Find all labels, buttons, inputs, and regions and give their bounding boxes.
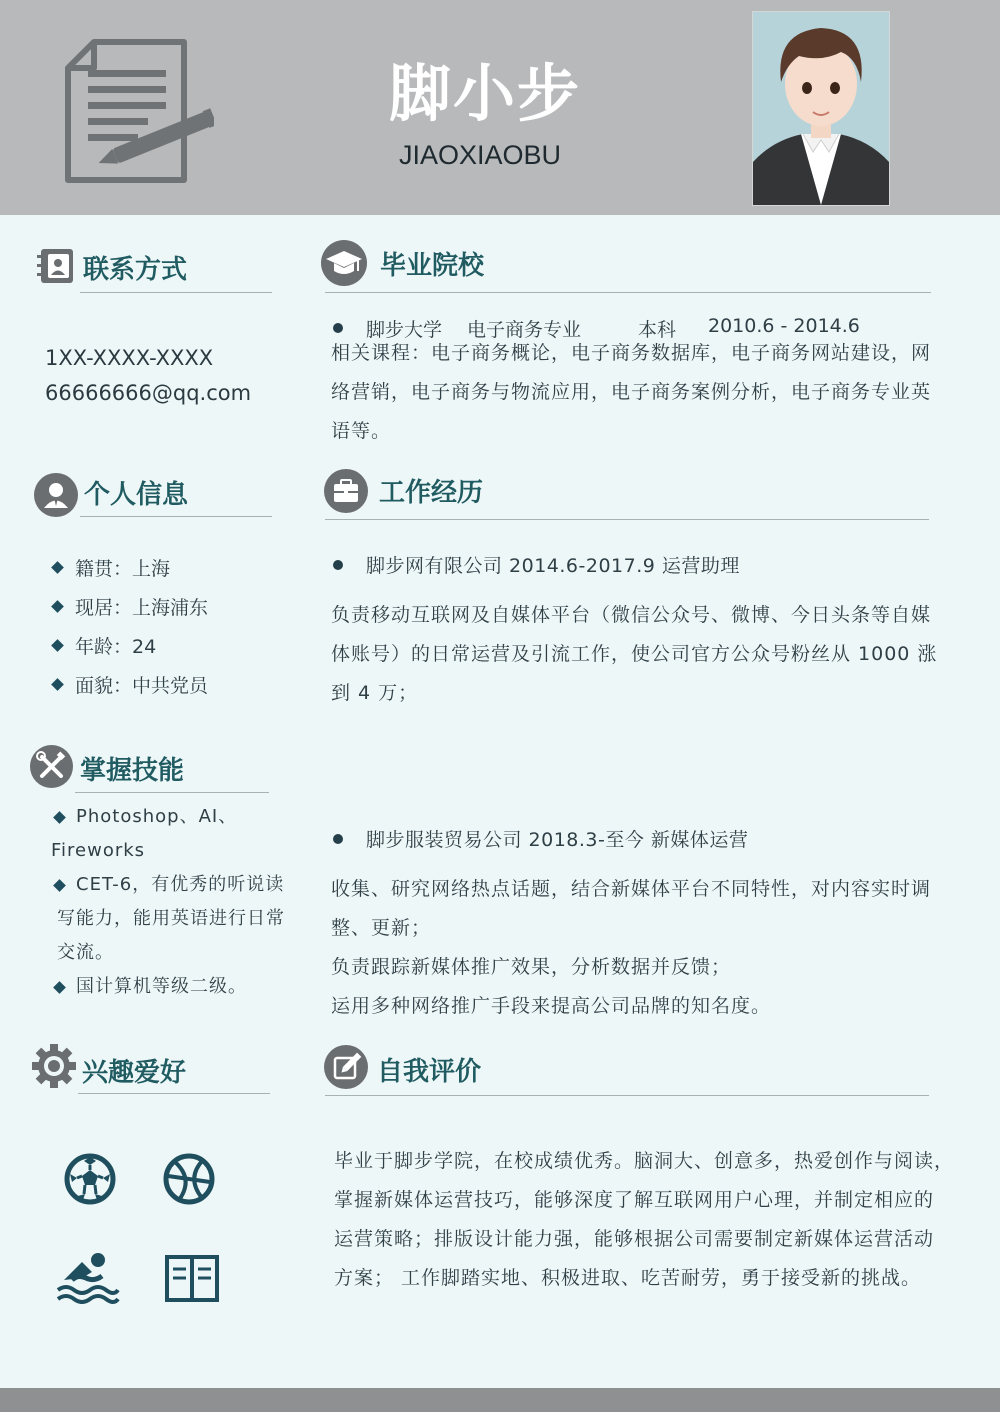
personal-info-list <box>53 548 293 704</box>
job-line: 体账号）的日常运营及引流工作，使公司官方公众号粉丝从 1000 涨 <box>331 643 938 665</box>
skill-line: 写能力，能用英语进行日常 <box>57 908 285 929</box>
job-line: 整、更新； <box>331 917 432 939</box>
job-line: 运用多种网络推广手段来提高公司品牌的知名度。 <box>331 995 772 1017</box>
person-icon <box>34 473 78 517</box>
diamond-bullet-icon <box>51 600 64 613</box>
diamond-bullet-icon <box>51 639 64 652</box>
job-description <box>331 596 951 713</box>
self-eval-line: 方案； 工作脚踏实地、积极进取、吃苦耐劳，勇于接受新的挑战。 <box>334 1267 922 1289</box>
personal-info-text: 籍贯：上海 <box>75 558 171 580</box>
hobbies-divider <box>78 1093 270 1094</box>
document-pen-icon <box>64 38 214 188</box>
edit-icon <box>324 1045 368 1089</box>
diamond-bullet-icon <box>53 879 66 892</box>
candidate-pinyin: JIAOXIAOBU <box>398 140 562 170</box>
job-title: 脚步服装贸易公司 2018.3-至今 新媒体运营 <box>366 829 749 851</box>
dot-bullet-icon <box>333 323 343 333</box>
contact-phone: 1XX-XXXX-XXXX <box>45 346 214 370</box>
work-divider <box>325 519 929 520</box>
dot-bullet-icon <box>333 834 343 844</box>
self-eval-section-title: 自我评价 <box>377 1057 482 1087</box>
courses-line: 语等。 <box>331 420 392 442</box>
work-section-title: 工作经历 <box>379 478 484 508</box>
skill-line <box>51 970 301 1004</box>
personal-info-text: 年龄：24 <box>75 636 157 658</box>
skill-line <box>51 868 301 902</box>
self-eval-line: 运营策略；排版设计能力强，能够根据公司需要制定新媒体运营活动 <box>334 1228 935 1250</box>
personal-info-item <box>53 626 293 665</box>
skill-line: Fireworks <box>51 840 146 861</box>
personal-section-title: 个人信息 <box>84 480 189 510</box>
skill-line <box>51 800 301 834</box>
gear-icon <box>31 1043 77 1093</box>
job-header <box>333 551 740 578</box>
job-line: 到 4 万； <box>331 682 419 704</box>
job-title: 脚步网有限公司 2014.6-2017.9 运营助理 <box>366 555 740 577</box>
personal-info-text: 面貌：中共党员 <box>75 675 209 697</box>
graduation-cap-icon <box>321 240 367 286</box>
self-eval-divider <box>325 1095 929 1096</box>
skill-item <box>51 970 301 1004</box>
school-period: 2010.6 - 2014.6 <box>708 315 860 337</box>
education-courses <box>331 334 951 451</box>
footer-band <box>0 1388 1000 1412</box>
contact-section-title: 联系方式 <box>83 255 188 285</box>
school-major: 电子商务专业 <box>467 319 582 341</box>
job-line: 负责跟踪新媒体推广效果，分析数据并反馈； <box>331 956 732 978</box>
contact-book-icon <box>37 247 75 289</box>
education-section-title: 毕业院校 <box>380 251 485 281</box>
school-name: 脚步大学 <box>366 319 443 341</box>
contact-divider <box>80 292 272 293</box>
job-header <box>333 825 748 852</box>
self-eval-line: 掌握新媒体运营技巧，能够深度了解互联网用户心理，并制定相应的 <box>334 1189 935 1211</box>
skill-text: 国计算机等级二级。 <box>76 976 247 997</box>
diamond-bullet-icon <box>51 678 64 691</box>
dot-bullet-icon <box>333 560 343 570</box>
self-eval-line: 毕业于脚步学院，在校成绩优秀。脑洞大、创意多，热爱创作与阅读， <box>334 1150 955 1172</box>
skill-text: CET-6，有优秀的听说读 <box>76 874 285 895</box>
job-description <box>331 870 951 1026</box>
book-icon <box>164 1252 220 1308</box>
diamond-bullet-icon <box>53 811 66 824</box>
soccer-ball-icon <box>63 1152 117 1210</box>
skill-item <box>51 800 301 868</box>
briefcase-icon <box>324 469 368 513</box>
skill-line: 交流。 <box>57 942 114 963</box>
hobbies-section-title: 兴趣爱好 <box>82 1058 187 1088</box>
skills-section-title: 掌握技能 <box>80 756 185 786</box>
education-divider <box>325 292 931 293</box>
job-line: 收集、研究网络热点话题，结合新媒体平台不同特性，对内容实时调 <box>331 878 932 900</box>
candidate-name: 脚小步 <box>388 57 581 130</box>
contact-email: 66666666@qq.com <box>45 381 252 405</box>
skill-item <box>51 868 301 970</box>
personal-info-item <box>53 665 293 704</box>
skills-list <box>51 800 301 1004</box>
diamond-bullet-icon <box>51 561 64 574</box>
diamond-bullet-icon <box>53 981 66 994</box>
tools-icon <box>30 745 73 788</box>
personal-info-text: 现居：上海浦东 <box>75 597 209 619</box>
personal-info-item <box>53 548 293 587</box>
profile-photo <box>752 11 890 206</box>
basketball-icon <box>162 1152 216 1210</box>
courses-line: 络营销，电子商务与物流应用，电子商务案例分析，电子商务专业英 <box>331 381 932 403</box>
skill-text: Photoshop、AI、 <box>76 806 238 827</box>
job-line: 负责移动互联网及自媒体平台（微信公众号、微博、今日头条等自媒 <box>331 604 932 626</box>
personal-divider <box>80 516 272 517</box>
self-eval-text <box>334 1142 954 1298</box>
courses-line: 相关课程：电子商务概论，电子商务数据库，电子商务网站建设，网 <box>331 342 932 364</box>
personal-info-item <box>53 587 293 626</box>
skills-divider <box>75 792 269 793</box>
school-degree: 本科 <box>638 319 677 341</box>
swimming-icon <box>54 1248 120 1308</box>
